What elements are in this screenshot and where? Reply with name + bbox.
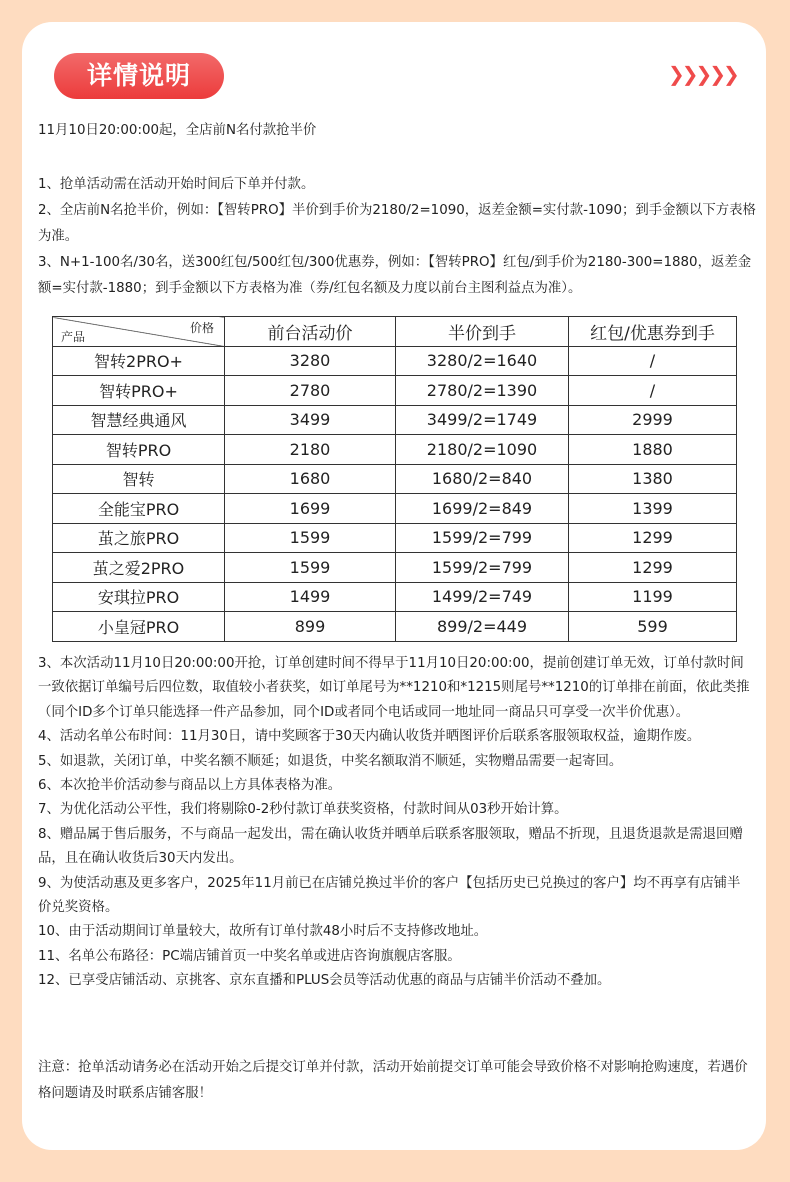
- product-name-cell: 智慧经典通风: [53, 405, 225, 435]
- price-cell: 1499: [225, 582, 396, 612]
- price-cell: 1380: [569, 464, 737, 494]
- product-name-cell: 智转2PRO+: [53, 346, 225, 376]
- price-cell: 1599/2=799: [396, 553, 569, 583]
- price-cell: 3280: [225, 346, 396, 376]
- price-cell: 3499: [225, 405, 396, 435]
- table-row: [53, 405, 737, 435]
- price-cell: 899: [225, 612, 396, 642]
- corner-top-label: 价格: [189, 321, 214, 335]
- table-header-row: [53, 317, 737, 347]
- price-cell: 2780: [225, 376, 396, 406]
- price-cell: /: [569, 376, 737, 406]
- price-cell: 2999: [569, 405, 737, 435]
- rule-item: 6、本次抢半价活动参与商品以上方具体表格为准。: [38, 778, 342, 794]
- price-cell: 1499/2=749: [396, 582, 569, 612]
- price-cell: 1880: [569, 435, 737, 465]
- price-cell: 1680/2=840: [396, 464, 569, 494]
- column-header: 前台活动价: [225, 317, 396, 347]
- table-row: [53, 376, 737, 406]
- intro-text: 11月10日20:00:00起，全店前N名付款抢半价: [38, 123, 317, 138]
- rule-item: 5、如退款，关闭订单，中奖名额不顺延；如退货，中奖名额取消不顺延，实物赠品需要一起寄回。: [38, 753, 623, 769]
- price-cell: 2780/2=1390: [396, 376, 569, 406]
- table-row: [53, 346, 737, 376]
- rule-item: 3、N+1-100名/30名，送300红包/500红包/300优惠券，例如：【智转PRO】红包/到手价为2180-300=1880，返差金额=实付款-1880；到手金额以下方表格为准（券/红包名额及力度以前台主图利益点为准）。: [38, 255, 752, 296]
- rule-item: 1、抢单活动需在活动开始时间后下单并付款。: [38, 177, 315, 192]
- product-name-cell: 茧之旅PRO: [53, 523, 225, 553]
- rule-item: 11、名单公布路径：PC端店铺首页一中奖名单或进店咨询旗舰店客服。: [38, 948, 461, 964]
- table-row: [53, 553, 737, 583]
- price-cell: 599: [569, 612, 737, 642]
- product-name-cell: 智转: [53, 464, 225, 494]
- rules-top: [38, 172, 758, 302]
- price-cell: 1599/2=799: [396, 523, 569, 553]
- table-row: [53, 464, 737, 494]
- price-cell: 1680: [225, 464, 396, 494]
- rules-bottom: [38, 652, 750, 994]
- price-cell: 1599: [225, 553, 396, 583]
- rule-item: 7、为优化活动公平性，我们将剔除0-2秒付款订单获奖资格，付款时间从03秒开始计算。: [38, 802, 568, 818]
- product-name-cell: 小皇冠PRO: [53, 612, 225, 642]
- section-title-badge: 详情说明: [54, 53, 224, 99]
- price-cell: 1599: [225, 523, 396, 553]
- product-name-cell: 智转PRO+: [53, 376, 225, 406]
- price-cell: 1699/2=849: [396, 494, 569, 524]
- chevrons-icon: ❯❯❯❯❯: [668, 62, 737, 86]
- price-cell: 1699: [225, 494, 396, 524]
- table-row: [53, 612, 737, 642]
- product-name-cell: 茧之爱2PRO: [53, 553, 225, 583]
- note-text: 注意：抢单活动请务必在活动开始之后提交订单并付款，活动开始前提交订单可能会导致价格不对影响抢购速度，若遇价格问题请及时联系店铺客服！: [38, 1060, 748, 1101]
- corner-bottom-label: 产品: [61, 329, 86, 344]
- table-row: [53, 435, 737, 465]
- price-cell: 2180: [225, 435, 396, 465]
- table-row: [53, 582, 737, 612]
- price-cell: 1299: [569, 523, 737, 553]
- rule-item: 9、为使活动惠及更多客户，2025年11月前已在店铺兑换过半价的客户【包括历史已兑换过的客户】均不再享有店铺半价兑奖资格。: [38, 875, 741, 916]
- price-cell: /: [569, 346, 737, 376]
- table-row: [53, 523, 737, 553]
- table-row: [53, 494, 737, 524]
- product-name-cell: 智转PRO: [53, 435, 225, 465]
- price-table: [52, 316, 737, 642]
- rule-item: 12、已享受店铺活动、京挑客、京东直播和PLUS会员等活动优惠的商品与店铺半价活动不叠加。: [38, 973, 611, 989]
- product-name-cell: 安琪拉PRO: [53, 582, 225, 612]
- product-name-cell: 全能宝PRO: [53, 494, 225, 524]
- price-cell: 1399: [569, 494, 737, 524]
- rule-item: 8、赠品属于售后服务，不与商品一起发出，需在确认收货并晒单后联系客服领取，赠品不折现，且退货退款是需退回赠品，且在确认收货后30天内发出。: [38, 826, 743, 867]
- rule-item: 2、全店前N名抢半价，例如：【智转PRO】半价到手价为2180/2=1090，返差金额=实付款-1090；到手金额以下方表格为准。: [38, 203, 756, 244]
- price-cell: 899/2=449: [396, 612, 569, 642]
- column-header: 红包/优惠券到手: [569, 317, 737, 347]
- price-cell: 3499/2=1749: [396, 405, 569, 435]
- price-cell: 1199: [569, 582, 737, 612]
- column-header: 半价到手: [396, 317, 569, 347]
- price-cell: 1299: [569, 553, 737, 583]
- rule-item: 4、活动名单公布时间：11月30日，请中奖顾客于30天内确认收货并晒图评价后联系客服领取权益，逾期作废。: [38, 729, 701, 745]
- corner-header-cell: [53, 317, 225, 347]
- rule-item: 10、由于活动期间订单量较大，故所有订单付款48小时后不支持修改地址。: [38, 924, 488, 940]
- rule-item: 3、本次活动11月10日20:00:00开抢，订单创建时间不得早于11月10日20:00:00，提前创建订单无效，订单付款时间一致依据订单编号后四位数，取值较小者获奖，如订单尾号为**1210和*1215则尾号**1210的订单排在前面，依此类推（同个ID多个订单只能选择一件产品参加，同个ID或者同个电话或同一地址同一商品只可享受一次半价优惠）。: [38, 656, 750, 720]
- price-cell: 3280/2=1640: [396, 346, 569, 376]
- price-cell: 2180/2=1090: [396, 435, 569, 465]
